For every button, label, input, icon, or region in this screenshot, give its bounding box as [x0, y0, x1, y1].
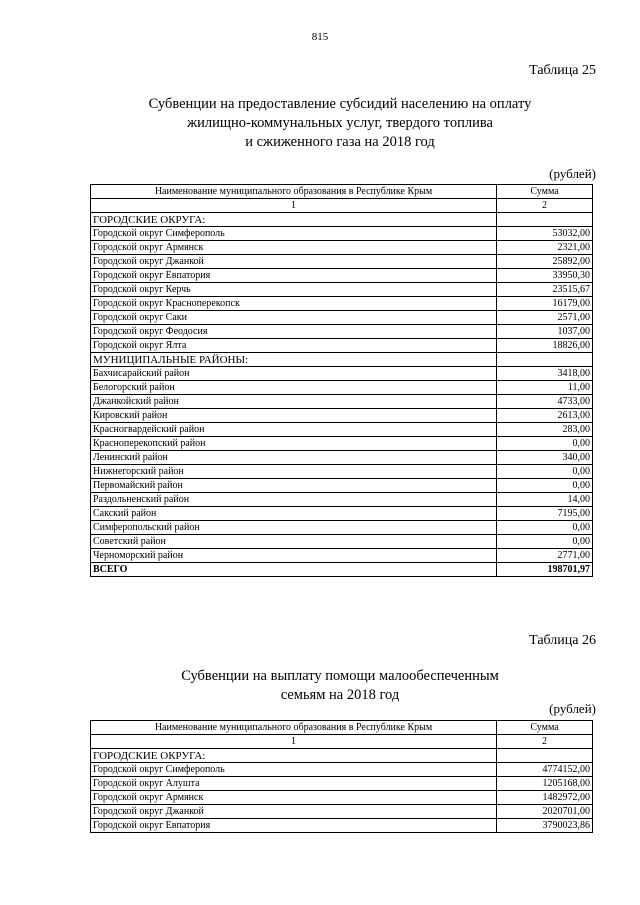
table-row [91, 437, 593, 451]
row-value: 0,00 [497, 535, 593, 549]
table-row [91, 395, 593, 409]
row-name: Городской округ Феодосия [91, 325, 497, 339]
column-number: 1 [91, 735, 497, 749]
table-row [91, 381, 593, 395]
row-value: 0,00 [497, 465, 593, 479]
title-line: жилищно-коммунальных услуг, твердого топлива [187, 115, 493, 131]
row-value: 2321,00 [497, 241, 593, 255]
table-row [91, 479, 593, 493]
table-26-units: (рублей) [549, 701, 596, 716]
row-value: 4774152,00 [497, 763, 593, 777]
header-name: Наименование муниципального образования в Республике Крым [91, 185, 497, 199]
table-header-row [91, 185, 593, 199]
row-name: Сакский район [91, 507, 497, 521]
table-row [91, 283, 593, 297]
table-row [91, 521, 593, 535]
table-row [91, 493, 593, 507]
row-value: 340,00 [497, 451, 593, 465]
table-row [91, 805, 593, 819]
row-name: Белогорский район [91, 381, 497, 395]
row-value: 14,00 [497, 493, 593, 507]
row-value: 16179,00 [497, 297, 593, 311]
header-sum: Сумма [497, 185, 593, 199]
table-row [91, 507, 593, 521]
section-row [91, 749, 593, 763]
row-name: Городской округ Армянск [91, 241, 497, 255]
row-value [497, 213, 593, 227]
row-value: 2571,00 [497, 311, 593, 325]
table-row [91, 777, 593, 791]
table-row [91, 423, 593, 437]
row-name: Городской округ Керчь [91, 283, 497, 297]
row-name: Нижнегорский район [91, 465, 497, 479]
row-value: 0,00 [497, 479, 593, 493]
row-name: Красноперекопский район [91, 437, 497, 451]
table-25-units: (рублей) [549, 166, 596, 181]
table-row [91, 549, 593, 563]
row-name: Городской округ Саки [91, 311, 497, 325]
row-name: Раздольненский район [91, 493, 497, 507]
row-value: 11,00 [497, 381, 593, 395]
row-name: Городской округ Симферополь [91, 763, 497, 777]
column-number: 2 [497, 199, 593, 213]
row-name: Городской округ Евпатория [91, 269, 497, 283]
row-value [497, 353, 593, 367]
row-name: Бахчисарайский район [91, 367, 497, 381]
column-number-row [91, 735, 593, 749]
row-name: Городской округ Джанкой [91, 805, 497, 819]
row-value: 3418,00 [497, 367, 593, 381]
row-value: 4733,00 [497, 395, 593, 409]
table-row [91, 227, 593, 241]
row-value: 1037,00 [497, 325, 593, 339]
table-row [91, 535, 593, 549]
row-name: Джанкойский район [91, 395, 497, 409]
table-25 [90, 184, 593, 577]
page-number: 815 [311, 31, 329, 43]
section-row [91, 213, 593, 227]
table-header-row [91, 721, 593, 735]
row-name: ГОРОДСКИЕ ОКРУГА: [91, 749, 497, 763]
row-value: 1482972,00 [497, 791, 593, 805]
title-line: Субвенции на выплату помощи малообеспеченным [181, 668, 499, 684]
row-value [497, 749, 593, 763]
row-name: Красногвардейский район [91, 423, 497, 437]
column-number-row [91, 199, 593, 213]
table-row [91, 269, 593, 283]
row-name: Симферопольский район [91, 521, 497, 535]
row-name: Городской округ Джанкой [91, 255, 497, 269]
row-name: Городской округ Алушта [91, 777, 497, 791]
row-value: 0,00 [497, 521, 593, 535]
row-value: 53032,00 [497, 227, 593, 241]
table-row [91, 325, 593, 339]
table-row [91, 255, 593, 269]
header-name: Наименование муниципального образования в Республике Крым [91, 721, 497, 735]
row-value: 2613,00 [497, 409, 593, 423]
title-line: семьям на 2018 год [280, 687, 400, 703]
column-number: 1 [91, 199, 497, 213]
table-row [91, 791, 593, 805]
row-name: Городской округ Армянск [91, 791, 497, 805]
row-value: 198701,97 [497, 563, 593, 577]
row-name: Ленинский район [91, 451, 497, 465]
table-row [91, 451, 593, 465]
column-number: 2 [497, 735, 593, 749]
table-row [91, 311, 593, 325]
table-row [91, 409, 593, 423]
row-name: Первомайский район [91, 479, 497, 493]
row-name: Советский район [91, 535, 497, 549]
row-name: Городской округ Симферополь [91, 227, 497, 241]
table-row [91, 339, 593, 353]
title-line: Субвенции на предоставление субсидий населению на оплату [148, 96, 532, 112]
table-row [91, 241, 593, 255]
table-row [91, 763, 593, 777]
row-value: 3790023,86 [497, 819, 593, 833]
table-25-title [90, 95, 590, 152]
table-26 [90, 720, 593, 833]
table-25-label: Таблица 25 [529, 63, 596, 78]
table-row [91, 297, 593, 311]
row-name: ГОРОДСКИЕ ОКРУГА: [91, 213, 497, 227]
header-sum: Сумма [497, 721, 593, 735]
row-value: 18826,00 [497, 339, 593, 353]
row-name: Городской округ Евпатория [91, 819, 497, 833]
table-row [91, 367, 593, 381]
row-name: Городской округ Красноперекопск [91, 297, 497, 311]
title-line: и сжиженного газа на 2018 год [245, 134, 435, 150]
row-name: Кировский район [91, 409, 497, 423]
table-26-label: Таблица 26 [529, 633, 596, 648]
row-value: 23515,67 [497, 283, 593, 297]
row-name: Городской округ Ялта [91, 339, 497, 353]
row-value: 0,00 [497, 437, 593, 451]
row-value: 1205168,00 [497, 777, 593, 791]
section-row [91, 353, 593, 367]
total-row [91, 563, 593, 577]
row-value: 7195,00 [497, 507, 593, 521]
table-row [91, 465, 593, 479]
row-name: МУНИЦИПАЛЬНЫЕ РАЙОНЫ: [91, 353, 497, 367]
row-value: 25892,00 [497, 255, 593, 269]
row-value: 2771,00 [497, 549, 593, 563]
row-name: Черноморский район [91, 549, 497, 563]
row-value: 283,00 [497, 423, 593, 437]
row-value: 33950,30 [497, 269, 593, 283]
table-row [91, 819, 593, 833]
row-name: ВСЕГО [91, 563, 497, 577]
table-26-title [90, 667, 590, 705]
row-value: 2020701,00 [497, 805, 593, 819]
